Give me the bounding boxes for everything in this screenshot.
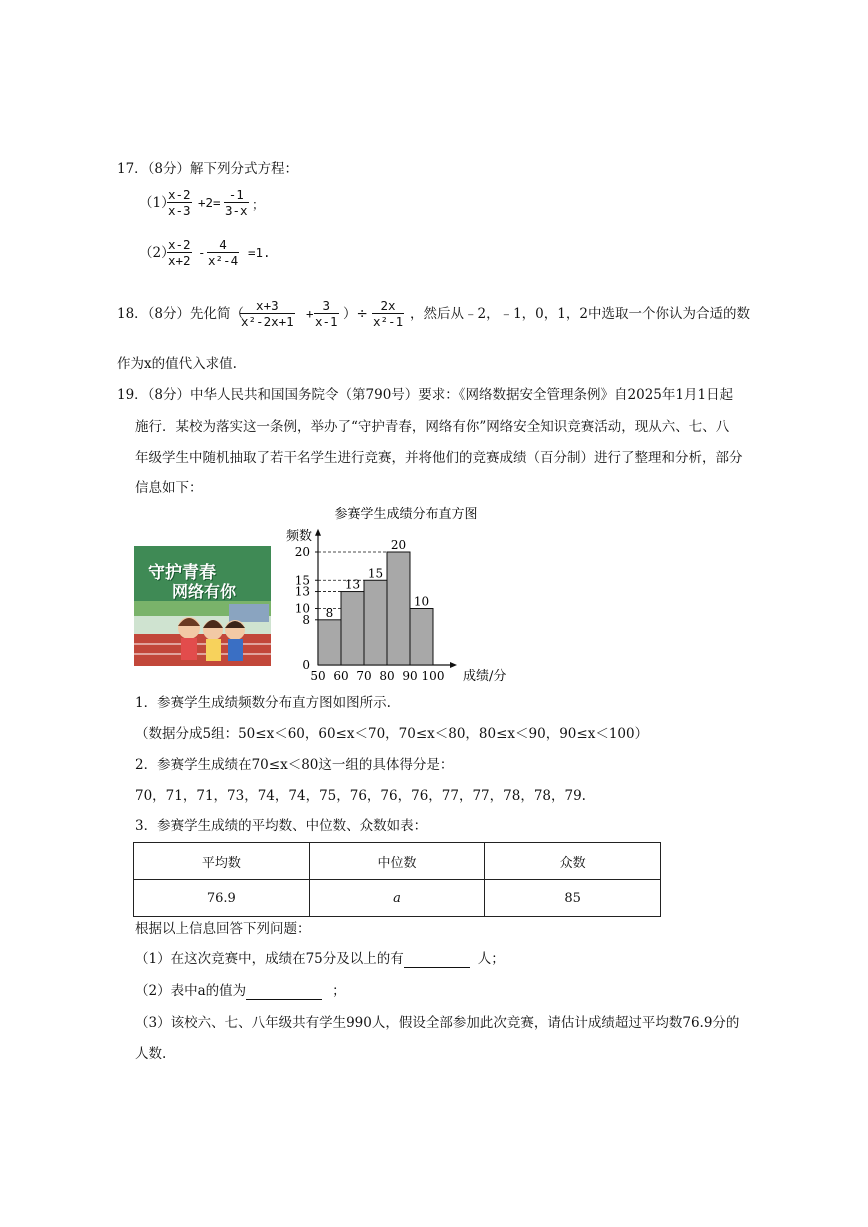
q18-plus: + [306, 306, 314, 321]
fraction-denominator: x²-2x+1 [241, 314, 294, 329]
q17-part2-index: （2） [139, 245, 175, 261]
x-tick-label: 50 [310, 669, 326, 683]
q17-part1-operator: +2= [198, 195, 221, 210]
info1-note: （数据分成5组：50≤x＜60，60≤x＜70，70≤x＜80，80≤x＜90，90≤x＜100） [135, 726, 649, 742]
value-mode: 85 [485, 880, 661, 917]
histogram-bar [410, 609, 433, 666]
poster-title-line2: 网络有你 [172, 582, 237, 601]
q18-fraction-b [314, 298, 339, 329]
table-header-row [134, 843, 661, 880]
fraction-denominator: x²-1 [373, 314, 404, 329]
sub-question-3-line2: 人数. [135, 1046, 167, 1062]
histogram-bar [318, 620, 341, 665]
sub-question-3-line1: （3）该校六、七、八年级共有学生990人，假设全部参加此次竞赛，请估计成绩超过平均数76.9分的 [135, 1015, 740, 1031]
fraction-numerator: x+3 [256, 298, 279, 313]
header-median: 中位数 [309, 843, 485, 880]
q17-part1-index: （1） [139, 195, 175, 211]
histogram-bar [387, 552, 410, 665]
q17-part1-fraction-right [224, 187, 249, 218]
poster-title-line1: 守护青春 [148, 563, 216, 583]
y-tick-label: 8 [302, 612, 310, 627]
y-tick-label: 15 [294, 573, 310, 588]
y-axis-label: 频数 [286, 529, 313, 544]
x-tick-label: 90 [402, 669, 418, 683]
histogram-bar [364, 580, 387, 665]
header-mean: 平均数 [134, 843, 310, 880]
value-median: a [309, 880, 485, 917]
bar-value-label: 20 [390, 538, 407, 552]
q17-part2-operator: - [198, 245, 206, 260]
fraction-numerator: 3 [322, 298, 331, 313]
y-axis-arrow [315, 529, 321, 536]
score-histogram [280, 500, 520, 690]
info3: 3．参赛学生成绩的平均数、中位数、众数如表： [135, 818, 428, 834]
campaign-poster-image [134, 546, 271, 666]
info1: 1．参赛学生成绩频数分布直方图如图所示. [135, 695, 391, 711]
fraction-denominator: x²-4 [208, 253, 239, 268]
sub2-text: （2）表中a的值为 [135, 983, 247, 999]
q17-part1-fraction-left [167, 187, 192, 218]
x-axis-label: 成绩/分 [463, 669, 507, 684]
statistics-table [133, 842, 661, 917]
sub1-text: （1）在这次竞赛中，成绩在75分及以上的有 [135, 951, 404, 967]
sub-question-1 [135, 950, 505, 968]
q17-part2-tail: =1. [248, 245, 271, 260]
bar-value-label: 10 [413, 594, 430, 609]
fraction-denominator: x-3 [168, 203, 191, 218]
answer-blank-2[interactable] [246, 985, 322, 1000]
bar-value-label: 8 [325, 605, 334, 620]
sub-question-2 [135, 982, 346, 1000]
q17-part2-fraction-left [167, 237, 192, 268]
q18-heading: 18．（8分）先化简（ [117, 306, 245, 322]
x-tick-label: 60 [333, 669, 349, 683]
value-mean: 76.9 [134, 880, 310, 917]
q19-line3: 年级学生中随机抽取了若干名学生进行竞赛，并将他们的竞赛成绩（百分制）进行了整理和分析，部分 [135, 450, 743, 466]
fraction-numerator: x-2 [168, 237, 191, 252]
q19-line1: 19．（8分）中华人民共和国国务院令（第790号）要求：《网络数据安全管理条例》自2025年1月1日起 [117, 387, 734, 403]
fraction-numerator: -1 [228, 187, 244, 202]
histogram-bar [341, 592, 364, 665]
info2: 2．参赛学生成绩在70≤x＜80这一组的具体得分是： [135, 757, 454, 773]
y-tick-label: 13 [294, 584, 310, 599]
fraction-numerator: 2x [380, 298, 396, 313]
q17-part2-fraction-right [207, 237, 239, 268]
q18-division: ）÷ [343, 306, 368, 322]
x-axis-arrow [450, 662, 457, 668]
fraction-denominator: x-1 [315, 314, 338, 329]
q19-line4: 信息如下： [135, 480, 203, 496]
sub2-tail: ； [332, 983, 346, 999]
table-value-row [134, 880, 661, 917]
x-tick-label: 80 [379, 669, 395, 683]
header-mode: 众数 [485, 843, 661, 880]
fraction-denominator: x+2 [168, 253, 191, 268]
y-tick-label: 20 [294, 545, 310, 559]
chart-title: 参赛学生成绩分布直方图 [334, 507, 478, 522]
fraction-numerator: x-2 [168, 187, 191, 202]
q18-fraction-a [240, 298, 295, 329]
chart-marks [295, 529, 457, 683]
q18-line2: 作为x的值代入求值. [117, 356, 237, 372]
fraction-denominator: 3-x [225, 203, 248, 218]
y-tick-label: 10 [294, 601, 310, 616]
q17-part1-tail: ； [252, 197, 265, 212]
info2-scores: 70，71，71，73，74，74，75，76，76，76，77，77，78，78，79. [135, 788, 586, 804]
x-tick-label: 100 [421, 669, 445, 683]
sub1-tail: 人； [477, 951, 505, 967]
questions-intro: 根据以上信息回答下列问题： [135, 921, 311, 937]
q17-heading: 17．（8分）解下列分式方程： [117, 161, 299, 177]
fraction-numerator: 4 [219, 237, 227, 252]
q18-fraction-c [372, 298, 404, 329]
y-tick-label: 0 [302, 658, 310, 672]
bar-value-label: 15 [367, 566, 384, 581]
q19-line2: 施行．某校为落实这一条例，举办了“守护青春，网络有你”网络安全知识竞赛活动，现从六、七、八 [135, 419, 730, 435]
bar-value-label: 13 [344, 577, 361, 592]
q18-tail: ，然后从﹣2，﹣1，0，1，2中选取一个你认为合适的数 [410, 306, 750, 322]
x-tick-label: 70 [356, 669, 372, 683]
answer-blank-1[interactable] [404, 953, 470, 968]
